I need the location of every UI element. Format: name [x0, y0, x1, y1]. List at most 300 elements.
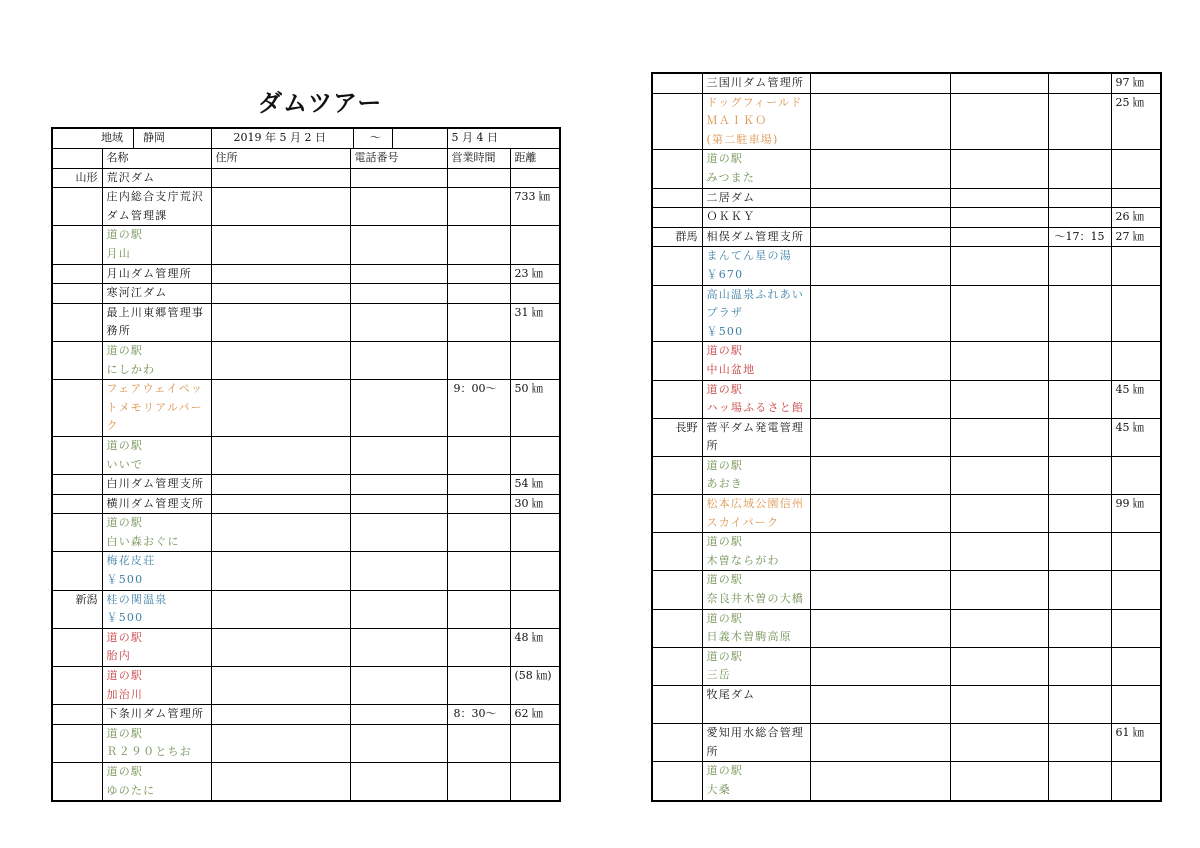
place-name-line: みつまた	[706, 170, 756, 184]
phone-cell	[350, 226, 447, 264]
phone-cell	[350, 705, 447, 725]
place-name-line: 月山ダム管理所	[106, 266, 192, 280]
place-name-cell	[102, 705, 211, 725]
hours-cell	[447, 264, 510, 284]
address-cell	[211, 494, 350, 514]
place-name-line: 三国川ダム管理所	[706, 76, 805, 89]
distance-cell: 26 ㎞	[1111, 208, 1161, 228]
place-name-line: ￥500	[706, 324, 744, 338]
place-name-line: まんてん星の湯	[706, 249, 792, 263]
place-name-line	[707, 705, 806, 724]
distance-cell: 30 ㎞	[510, 494, 560, 514]
place-name-line: 道の駅	[706, 611, 744, 625]
region-cell	[52, 128, 211, 149]
place-name-cell	[702, 762, 810, 801]
distance-cell	[1111, 150, 1161, 188]
hours-cell	[1048, 609, 1111, 647]
place-name-line: 道の駅	[706, 573, 744, 587]
address-cell	[810, 342, 950, 380]
table-row	[652, 285, 1161, 342]
address-cell	[810, 380, 950, 418]
prefecture-cell	[52, 514, 102, 552]
phone-cell	[950, 342, 1048, 380]
table-row	[52, 705, 560, 725]
phone-cell	[350, 475, 447, 495]
hours-cell	[1048, 208, 1111, 228]
prefecture-cell	[652, 380, 702, 418]
place-name-line: あおき	[706, 477, 744, 491]
prefecture-cell	[652, 533, 702, 571]
table-row	[652, 208, 1161, 228]
phone-cell	[350, 724, 447, 762]
distance-cell	[1111, 609, 1161, 647]
place-name-line: 月山	[106, 246, 131, 260]
table-row	[652, 418, 1161, 456]
table-row	[652, 533, 1161, 571]
prefecture-cell	[652, 647, 702, 685]
phone-cell	[350, 380, 447, 437]
address-cell	[810, 285, 950, 342]
table-row	[652, 571, 1161, 609]
prefecture-cell	[52, 264, 102, 284]
phone-cell	[350, 763, 447, 802]
table-row	[652, 188, 1161, 208]
phone-cell	[950, 647, 1048, 685]
hours-cell	[1048, 686, 1111, 724]
address-cell	[211, 436, 350, 474]
address-cell	[211, 667, 350, 705]
place-name-line: 愛知用水総合管理	[706, 726, 805, 740]
prefecture-cell	[652, 571, 702, 609]
place-name-line: 道の駅	[706, 152, 744, 166]
address-cell	[810, 188, 950, 208]
hours-cell	[1048, 533, 1111, 571]
phone-cell	[350, 168, 447, 188]
table-row	[52, 341, 560, 379]
prefecture-cell	[52, 436, 102, 474]
place-name-line: 下条川ダム管理所	[106, 707, 205, 721]
place-name-line: 梅花皮荘	[106, 554, 156, 568]
hours-cell	[447, 226, 510, 264]
place-name-line: 最上川東郷管理事	[106, 305, 205, 319]
prefecture-cell	[52, 341, 102, 379]
phone-cell	[950, 247, 1048, 285]
address-cell	[211, 264, 350, 284]
distance-cell: 97 ㎞	[1111, 73, 1161, 93]
header-phone: 電話番号	[350, 149, 447, 169]
place-name-line: いいで	[106, 457, 144, 471]
place-name-line: 大桑	[706, 782, 731, 796]
distance-cell: 27 ㎞	[1111, 227, 1161, 247]
place-name-cell	[102, 494, 211, 514]
distance-cell: (58 ㎞)	[510, 667, 560, 705]
place-name-cell	[702, 686, 810, 724]
place-name-line: 道の駅	[706, 649, 744, 663]
address-cell	[211, 628, 350, 666]
table-row	[52, 380, 560, 437]
address-cell	[211, 303, 350, 341]
place-name-line: ク	[106, 419, 119, 433]
table-row	[652, 647, 1161, 685]
place-name-cell	[102, 380, 211, 437]
place-name-cell	[702, 208, 810, 228]
distance-cell: 50 ㎞	[510, 380, 560, 437]
distance-cell: 23 ㎞	[510, 264, 560, 284]
distance-cell	[1111, 188, 1161, 208]
place-name-line: 道の駅	[706, 458, 744, 472]
place-name-line: 道の駅	[106, 438, 144, 452]
prefecture-cell	[52, 303, 102, 341]
place-name-line: 胎内	[106, 649, 131, 663]
address-cell	[810, 456, 950, 494]
phone-cell	[350, 284, 447, 304]
prefecture-cell	[652, 285, 702, 342]
place-name-cell	[702, 456, 810, 494]
distance-cell	[510, 341, 560, 379]
distance-cell: 61 ㎞	[1111, 724, 1161, 762]
distance-cell: 45 ㎞	[1111, 418, 1161, 456]
prefecture-cell	[652, 73, 702, 93]
prefecture-cell	[52, 380, 102, 437]
prefecture-cell	[652, 762, 702, 801]
region-value: 静岡	[143, 131, 165, 144]
phone-cell	[950, 73, 1048, 93]
page-title: ダムツアー	[258, 89, 383, 117]
table-row	[52, 494, 560, 514]
phone-cell	[950, 724, 1048, 762]
prefecture-cell: 新潟	[52, 590, 102, 628]
table-row	[52, 514, 560, 552]
prefecture-cell	[652, 686, 702, 724]
place-name-cell	[702, 188, 810, 208]
place-name-line: ＭＡＩＫＯ	[706, 114, 768, 128]
place-name-cell	[702, 495, 810, 533]
header-name: 名称	[102, 149, 211, 169]
prefecture-cell	[52, 284, 102, 304]
address-cell	[211, 226, 350, 264]
phone-cell	[950, 208, 1048, 228]
hours-cell	[1048, 150, 1111, 188]
distance-cell	[1111, 647, 1161, 685]
distance-cell: 25 ㎞	[1111, 93, 1161, 150]
table-row	[52, 724, 560, 762]
date-to: 5 月 4 日	[451, 131, 498, 144]
address-cell	[810, 93, 950, 150]
phone-cell	[950, 609, 1048, 647]
address-cell	[810, 227, 950, 247]
place-name-line: フェアウェイペッ	[106, 382, 204, 396]
place-name-cell	[102, 226, 211, 264]
place-name-cell	[702, 380, 810, 418]
place-name-line: ドッグフィールド	[706, 95, 803, 109]
table-row	[652, 380, 1161, 418]
address-cell	[211, 168, 350, 188]
place-name-line: 三岳	[706, 668, 731, 682]
address-cell	[211, 705, 350, 725]
distance-cell	[1111, 686, 1161, 724]
phone-cell	[350, 188, 447, 226]
place-name-cell	[702, 418, 810, 456]
place-name-cell	[702, 150, 810, 188]
place-name-cell	[702, 724, 810, 762]
place-name-cell	[702, 73, 810, 93]
phone-cell	[950, 93, 1048, 150]
prefecture-cell	[52, 628, 102, 666]
distance-cell	[510, 284, 560, 304]
table-row	[652, 495, 1161, 533]
distance-cell: 31 ㎞	[510, 303, 560, 341]
place-name-line: 横川ダム管理支所	[106, 496, 205, 510]
address-cell	[810, 762, 950, 801]
place-name-line: プラザ	[706, 306, 744, 320]
hours-cell	[1048, 647, 1111, 685]
table-row	[52, 226, 560, 264]
distance-cell: 733 ㎞	[510, 188, 560, 226]
place-name-line: 松本広域公園信州	[706, 497, 805, 511]
phone-cell	[350, 514, 447, 552]
table-row	[652, 227, 1161, 247]
place-name-cell	[702, 227, 810, 247]
place-name-line: ＯＫＫＹ	[706, 210, 756, 224]
table-row	[652, 762, 1161, 801]
place-name-line: 相俣ダム管理支所	[706, 229, 805, 243]
hours-cell	[1048, 724, 1111, 762]
place-name-cell	[102, 724, 211, 762]
place-name-line: 荒沢ダム	[106, 170, 156, 184]
phone-cell	[950, 762, 1048, 801]
table-row	[652, 150, 1161, 188]
table-row	[52, 188, 560, 226]
distance-cell	[510, 226, 560, 264]
hours-cell	[447, 667, 510, 705]
place-name-line: 日義木曽駒高原	[706, 630, 792, 644]
distance-cell: 48 ㎞	[510, 628, 560, 666]
place-name-cell	[702, 93, 810, 150]
header-pref	[52, 149, 102, 169]
phone-cell	[950, 495, 1048, 533]
hours-cell	[1048, 456, 1111, 494]
distance-cell	[1111, 342, 1161, 380]
prefecture-cell	[52, 763, 102, 802]
hours-cell: 9：00〜	[447, 380, 510, 437]
place-name-line: 道の駅	[106, 726, 144, 740]
phone-cell	[350, 436, 447, 474]
table-row	[652, 247, 1161, 285]
tour-table-left	[51, 127, 561, 802]
prefecture-cell	[652, 150, 702, 188]
address-cell	[211, 514, 350, 552]
hours-cell	[1048, 495, 1111, 533]
phone-cell	[950, 150, 1048, 188]
place-name-line: 白川ダム管理支所	[106, 477, 205, 491]
hours-cell	[447, 514, 510, 552]
place-name-line: 奈良井木曽の大橋	[706, 592, 805, 606]
place-name-line: 道の駅	[106, 228, 144, 242]
address-cell	[211, 188, 350, 226]
place-name-line: 所	[706, 439, 719, 453]
place-name-cell	[102, 188, 211, 226]
prefecture-cell: 長野	[652, 418, 702, 456]
distance-cell	[1111, 762, 1161, 801]
place-name-line: ￥500	[106, 573, 144, 587]
place-name-line: 道の駅	[106, 516, 144, 530]
address-cell	[810, 571, 950, 609]
place-name-line: 所	[706, 744, 719, 758]
place-name-cell	[702, 247, 810, 285]
place-name-line: 道の駅	[706, 382, 744, 396]
place-name-cell	[102, 341, 211, 379]
distance-cell	[510, 552, 560, 590]
hours-cell	[1048, 73, 1111, 93]
phone-cell	[350, 303, 447, 341]
table-row	[52, 475, 560, 495]
hours-cell	[447, 763, 510, 802]
phone-cell	[950, 456, 1048, 494]
place-name-line: 道の駅	[106, 343, 144, 357]
table-row	[652, 93, 1161, 150]
prefecture-cell	[52, 226, 102, 264]
place-name-line: 菅平ダム発電管理	[706, 420, 805, 434]
place-name-line: ハッ場ふるさと館	[706, 401, 805, 415]
distance-cell: 54 ㎞	[510, 475, 560, 495]
place-name-line: ゆのたに	[106, 783, 156, 797]
hours-cell	[1048, 93, 1111, 150]
place-name-cell	[102, 168, 211, 188]
distance-cell	[510, 436, 560, 474]
place-name-cell	[102, 667, 211, 705]
prefecture-cell	[52, 475, 102, 495]
prefecture-cell	[52, 188, 102, 226]
place-name-cell	[102, 590, 211, 628]
place-name-line: 道の駅	[106, 630, 144, 644]
date-from-cell	[211, 128, 447, 149]
place-name-cell	[102, 514, 211, 552]
prefecture-cell	[652, 609, 702, 647]
table-row	[52, 763, 560, 802]
place-name-line: 高山温泉ふれあい	[706, 287, 805, 301]
prefecture-cell	[52, 494, 102, 514]
phone-cell	[350, 590, 447, 628]
table-row	[52, 667, 560, 705]
hours-cell: 8：30〜	[447, 705, 510, 725]
date-from: 2019 年 5 月 2 日	[233, 131, 326, 144]
table-row	[52, 303, 560, 341]
place-name-cell	[102, 763, 211, 802]
phone-cell	[950, 686, 1048, 724]
distance-cell: 45 ㎞	[1111, 380, 1161, 418]
phone-cell	[950, 418, 1048, 456]
table-row	[52, 168, 560, 188]
address-cell	[211, 380, 350, 437]
table-row	[652, 456, 1161, 494]
address-cell	[211, 475, 350, 495]
place-name-line: 桂の関温泉	[106, 592, 168, 606]
header-row	[52, 149, 560, 169]
place-name-line: 白い森おぐに	[106, 534, 180, 548]
phone-cell	[950, 571, 1048, 609]
header-hours: 営業時間	[447, 149, 510, 169]
place-name-line: Ｒ２９０とちお	[106, 745, 192, 759]
address-cell	[810, 495, 950, 533]
hours-cell	[447, 341, 510, 379]
hours-cell	[447, 590, 510, 628]
place-name-line: 務所	[106, 324, 131, 338]
place-name-cell	[702, 533, 810, 571]
hours-cell	[1048, 380, 1111, 418]
phone-cell	[950, 380, 1048, 418]
place-name-line: ￥670	[706, 267, 744, 281]
place-name-line: 道の駅	[106, 669, 144, 683]
table-row	[652, 73, 1161, 93]
address-cell	[211, 284, 350, 304]
phone-cell	[950, 533, 1048, 571]
place-name-line: 牧尾ダム	[706, 688, 756, 701]
address-cell	[810, 609, 950, 647]
prefecture-cell: 山形	[52, 168, 102, 188]
hours-cell	[447, 168, 510, 188]
hours-cell	[1048, 188, 1111, 208]
date-to-cell	[447, 128, 560, 149]
hours-cell	[447, 552, 510, 590]
table-row	[52, 284, 560, 304]
phone-cell	[950, 227, 1048, 247]
address-cell	[211, 724, 350, 762]
place-name-cell	[102, 264, 211, 284]
info-row	[52, 128, 560, 149]
hours-cell	[1048, 285, 1111, 342]
hours-cell	[1048, 247, 1111, 285]
hours-cell: 〜17：15	[1048, 227, 1111, 247]
hours-cell	[447, 494, 510, 514]
place-name-line: 加治川	[106, 687, 144, 701]
hours-cell	[447, 188, 510, 226]
distance-cell	[1111, 571, 1161, 609]
prefecture-cell	[52, 667, 102, 705]
place-name-cell	[102, 303, 211, 341]
distance-cell	[1111, 247, 1161, 285]
address-cell	[810, 724, 950, 762]
phone-cell	[350, 552, 447, 590]
hours-cell	[1048, 342, 1111, 380]
table-row	[652, 342, 1161, 380]
address-cell	[810, 686, 950, 724]
place-name-line: 中山盆地	[706, 362, 756, 376]
place-name-cell	[702, 647, 810, 685]
distance-cell	[1111, 533, 1161, 571]
address-cell	[810, 533, 950, 571]
table-row	[652, 724, 1161, 762]
place-name-line: 二居ダム	[706, 190, 756, 204]
place-name-cell	[102, 552, 211, 590]
place-name-line: 木曽ならがわ	[706, 553, 780, 567]
table-row	[52, 264, 560, 284]
prefecture-cell	[652, 93, 702, 150]
hours-cell	[1048, 418, 1111, 456]
place-name-line: 道の駅	[706, 535, 744, 549]
hours-cell	[447, 303, 510, 341]
address-cell	[810, 73, 950, 93]
place-name-line: (第二駐車場)	[706, 132, 779, 146]
distance-cell: 62 ㎞	[510, 705, 560, 725]
distance-cell	[510, 590, 560, 628]
place-name-line: 道の駅	[706, 764, 744, 778]
date-tilde: 〜	[369, 131, 381, 144]
prefecture-cell: 群馬	[652, 227, 702, 247]
place-name-line: 道の駅	[706, 344, 744, 358]
region-label: 地域	[101, 131, 123, 144]
hours-cell	[1048, 571, 1111, 609]
header-address: 住所	[211, 149, 350, 169]
